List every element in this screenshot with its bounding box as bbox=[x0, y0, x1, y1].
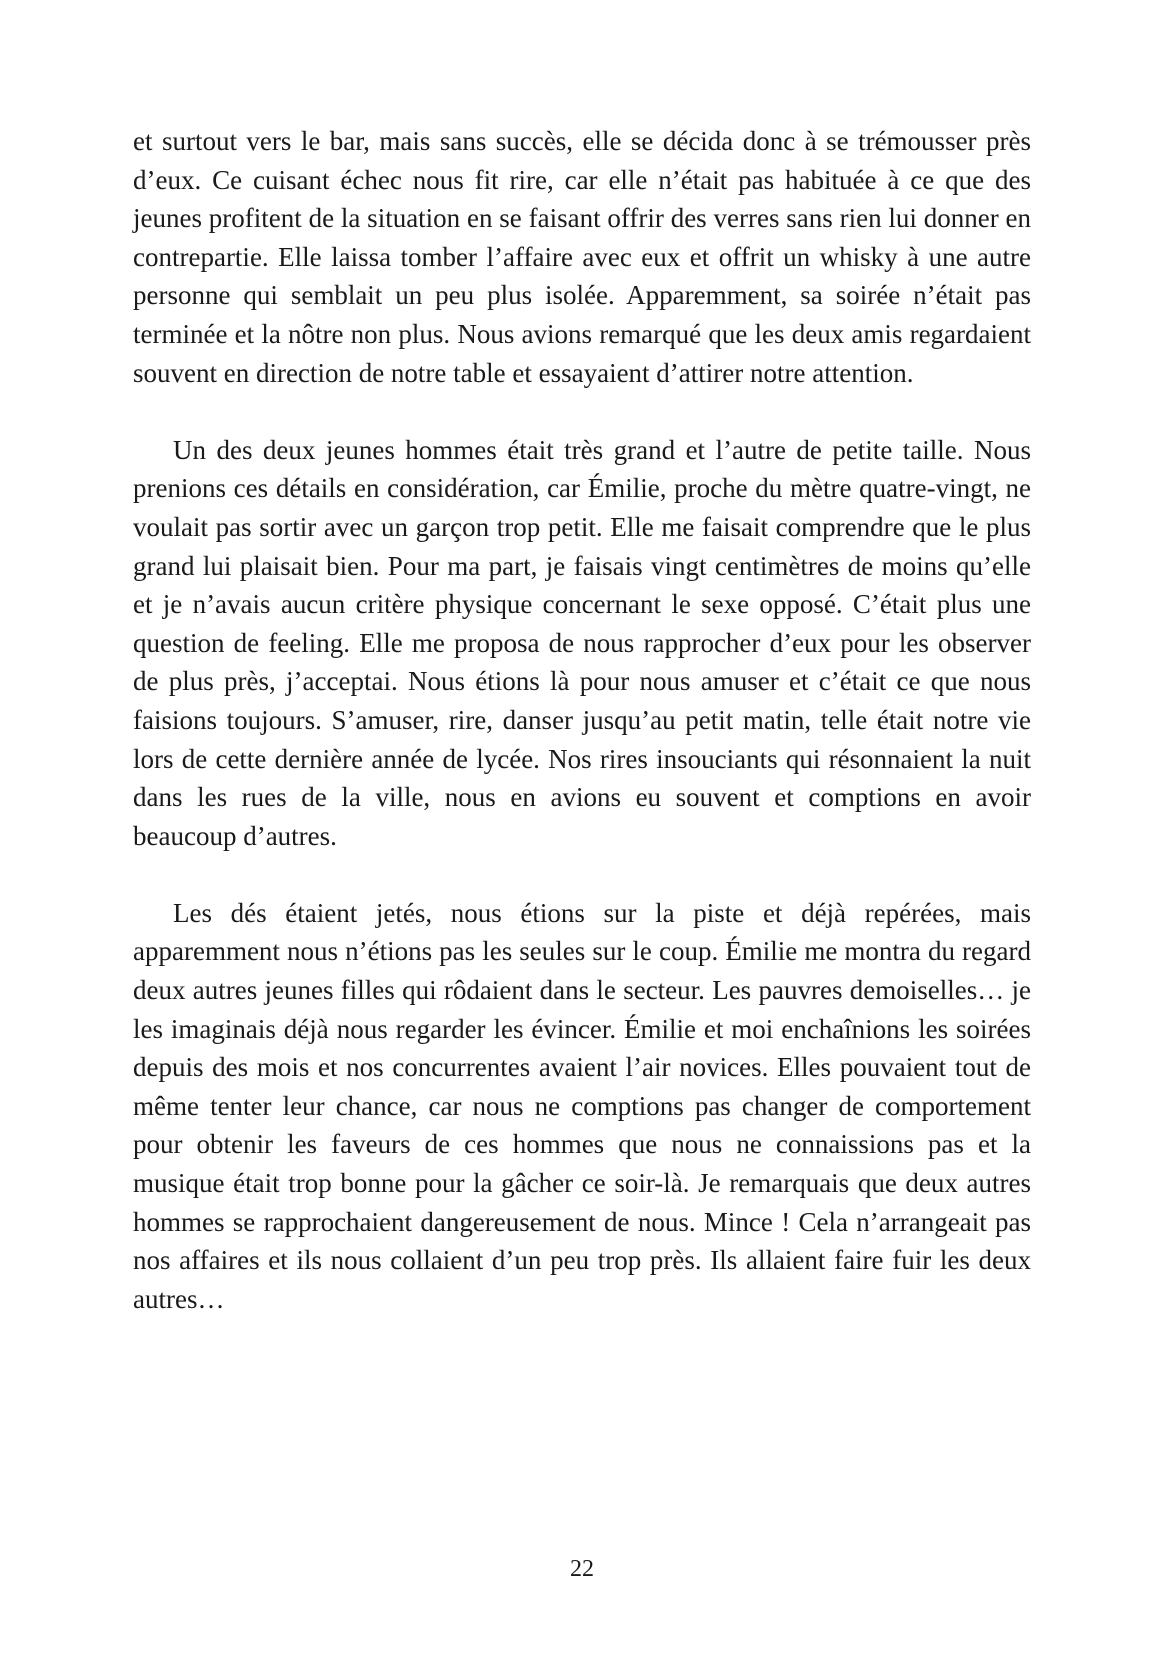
paragraph-2: Un des deux jeunes hommes était très grand et l’autre de petite taille. Nous prenions ces détails en considération, car Émilie, proche du mètre quatre-vingt, ne voulait pas sortir avec un garçon trop petit. Elle me faisait comprendre que le plus grand lui plaisait bien. Pour ma part, je faisais vingt centimètres de moins qu’elle et je n’avais aucun critère physique concernant le sexe opposé. C’était plus une question de feeling. Elle me proposa de nous rapprocher d’eux pour les observer de plus près, j’acceptai. Nous étions là pour nous amuser et c’était ce que nous faisions toujours. S’amuser, rire, danser jusqu’au petit matin, telle était notre vie lors de cette dernière année de lycée. Nos rires insouciants qui résonnaient la nuit dans les rues de la ville, nous en avions eu souvent et comptions en avoir beaucoup d’autres. bbox=[133, 434, 1031, 851]
paragraph-3: Les dés étaient jetés, nous étions sur la piste et déjà repérées, mais apparemment nous n’étions pas les seules sur le coup. Émilie me montra du regard deux autres jeunes filles qui rôdaient dans le secteur. Les pauvres demoiselles… je les imaginais déjà nous regarder les évincer. Émilie et moi enchaînions les soirées depuis des mois et nos concurrentes avaient l’air novices. Elles pouvaient tout de même tenter leur chance, car nous ne comptions pas changer de comportement pour obtenir les faveurs de ces hommes que nous ne connaissions pas et la musique était trop bonne pour la gâcher ce soir-là. Je remarquais que deux autres hommes se rapprochaient dangereusement de nous. Mince ! Cela n’arrangeait pas nos affaires et ils nous collaient d’un peu trop près. Ils allaient faire fuir les deux autres… bbox=[133, 897, 1031, 1314]
paragraph-1: et surtout vers le bar, mais sans succès, elle se décida donc à se trémousser près d’eux. Ce cuisant échec nous fit rire, car elle n’était pas habituée à ce que des jeunes profitent de la situation en se faisant offrir des verres sans rien lui donner en contrepartie. Elle laissa tomber l’affaire avec eux et offrit un whisky à une autre personne qui semblait un peu plus isolée. Apparemment, sa soirée n’était pas terminée et la nôtre non plus. Nous avions remarqué que les deux amis regardaient souvent en direction de notre table et essayaient d’attirer notre attention. bbox=[133, 126, 1031, 388]
page-body-text bbox=[133, 122, 1031, 1318]
page-number: 22 bbox=[570, 1556, 594, 1582]
